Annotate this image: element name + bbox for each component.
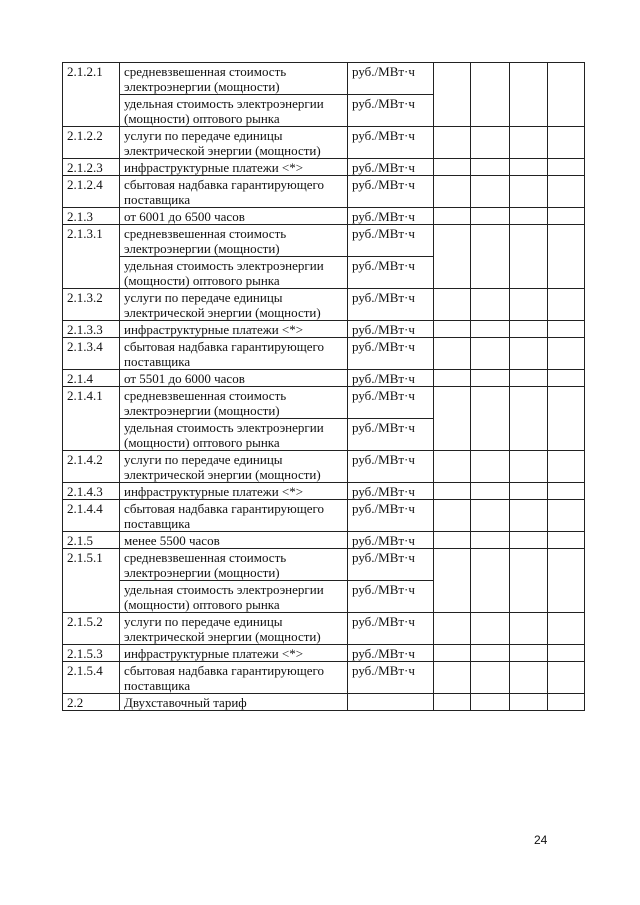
row-unit bbox=[348, 694, 434, 711]
value-cell bbox=[434, 662, 471, 694]
value-cell bbox=[548, 127, 585, 159]
row-unit: руб./МВт·ч bbox=[348, 338, 434, 370]
row-code: 2.1.3.4 bbox=[63, 338, 120, 370]
value-cell bbox=[548, 613, 585, 645]
row-name: средневзвешенная стоимость электроэнергии (мощности) bbox=[120, 549, 348, 581]
value-cell bbox=[471, 225, 510, 289]
value-cell bbox=[434, 127, 471, 159]
row-name: инфраструктурные платежи <*> bbox=[120, 645, 348, 662]
table-row bbox=[63, 159, 585, 176]
value-cell bbox=[471, 451, 510, 483]
value-cell bbox=[510, 176, 548, 208]
tariff-table-body bbox=[63, 63, 585, 711]
row-unit: руб./МВт·ч bbox=[348, 63, 434, 95]
table-row bbox=[63, 483, 585, 500]
value-cell bbox=[434, 159, 471, 176]
subrow-unit: руб./МВт·ч bbox=[348, 257, 434, 289]
row-unit: руб./МВт·ч bbox=[348, 176, 434, 208]
row-code: 2.1.4 bbox=[63, 370, 120, 387]
value-cell bbox=[471, 613, 510, 645]
row-unit: руб./МВт·ч bbox=[348, 127, 434, 159]
row-code: 2.1.4.3 bbox=[63, 483, 120, 500]
row-name: инфраструктурные платежи <*> bbox=[120, 483, 348, 500]
value-cell bbox=[510, 645, 548, 662]
value-cell bbox=[434, 451, 471, 483]
value-cell bbox=[510, 451, 548, 483]
value-cell bbox=[548, 225, 585, 289]
value-cell bbox=[510, 483, 548, 500]
row-name: инфраструктурные платежи <*> bbox=[120, 159, 348, 176]
value-cell bbox=[434, 645, 471, 662]
value-cell bbox=[434, 321, 471, 338]
table-row bbox=[63, 500, 585, 532]
value-cell bbox=[471, 63, 510, 127]
value-cell bbox=[548, 289, 585, 321]
row-name: сбытовая надбавка гарантирующего поставщика bbox=[120, 662, 348, 694]
row-name: средневзвешенная стоимость электроэнергии (мощности) bbox=[120, 63, 348, 95]
row-name: средневзвешенная стоимость электроэнергии (мощности) bbox=[120, 225, 348, 257]
value-cell bbox=[471, 387, 510, 451]
table-row bbox=[63, 321, 585, 338]
value-cell bbox=[434, 532, 471, 549]
value-cell bbox=[434, 387, 471, 451]
value-cell bbox=[471, 532, 510, 549]
value-cell bbox=[510, 159, 548, 176]
value-cell bbox=[510, 549, 548, 613]
table-row bbox=[63, 662, 585, 694]
table-row bbox=[63, 451, 585, 483]
page-number: 24 bbox=[534, 833, 548, 847]
value-cell bbox=[434, 500, 471, 532]
table-row bbox=[63, 370, 585, 387]
value-cell bbox=[434, 176, 471, 208]
value-cell bbox=[471, 338, 510, 370]
row-code: 2.1.2.4 bbox=[63, 176, 120, 208]
subrow-unit: руб./МВт·ч bbox=[348, 419, 434, 451]
row-unit: руб./МВт·ч bbox=[348, 613, 434, 645]
value-cell bbox=[471, 321, 510, 338]
value-cell bbox=[434, 370, 471, 387]
row-name: от 5501 до 6000 часов bbox=[120, 370, 348, 387]
subrow-name: удельная стоимость электроэнергии (мощности) оптового рынка bbox=[120, 581, 348, 613]
value-cell bbox=[510, 532, 548, 549]
value-cell bbox=[548, 176, 585, 208]
value-cell bbox=[471, 176, 510, 208]
value-cell bbox=[434, 694, 471, 711]
row-code: 2.1.5.3 bbox=[63, 645, 120, 662]
subrow-unit: руб./МВт·ч bbox=[348, 581, 434, 613]
value-cell bbox=[471, 370, 510, 387]
row-code: 2.1.3 bbox=[63, 208, 120, 225]
value-cell bbox=[510, 289, 548, 321]
row-unit: руб./МВт·ч bbox=[348, 321, 434, 338]
value-cell bbox=[510, 387, 548, 451]
value-cell bbox=[548, 208, 585, 225]
value-cell bbox=[471, 694, 510, 711]
table-row bbox=[63, 338, 585, 370]
row-unit: руб./МВт·ч bbox=[348, 549, 434, 581]
row-unit: руб./МВт·ч bbox=[348, 370, 434, 387]
value-cell bbox=[510, 63, 548, 127]
value-cell bbox=[548, 662, 585, 694]
value-cell bbox=[510, 613, 548, 645]
value-cell bbox=[510, 208, 548, 225]
row-name: от 6001 до 6500 часов bbox=[120, 208, 348, 225]
row-code: 2.1.4.4 bbox=[63, 500, 120, 532]
value-cell bbox=[548, 63, 585, 127]
value-cell bbox=[471, 662, 510, 694]
row-name: Двухставочный тариф bbox=[120, 694, 348, 711]
value-cell bbox=[548, 370, 585, 387]
value-cell bbox=[548, 321, 585, 338]
tariff-table bbox=[62, 62, 585, 711]
value-cell bbox=[434, 483, 471, 500]
row-name: сбытовая надбавка гарантирующего поставщика bbox=[120, 500, 348, 532]
row-code: 2.1.4.1 bbox=[63, 387, 120, 451]
value-cell bbox=[434, 549, 471, 613]
row-name: сбытовая надбавка гарантирующего поставщика bbox=[120, 176, 348, 208]
table-row bbox=[63, 127, 585, 159]
value-cell bbox=[434, 613, 471, 645]
row-code: 2.1.2.1 bbox=[63, 63, 120, 127]
value-cell bbox=[434, 338, 471, 370]
table-row bbox=[63, 225, 585, 257]
table-row bbox=[63, 176, 585, 208]
row-code: 2.1.4.2 bbox=[63, 451, 120, 483]
value-cell bbox=[548, 451, 585, 483]
value-cell bbox=[548, 645, 585, 662]
row-unit: руб./МВт·ч bbox=[348, 662, 434, 694]
row-code: 2.2 bbox=[63, 694, 120, 711]
row-unit: руб./МВт·ч bbox=[348, 500, 434, 532]
value-cell bbox=[510, 694, 548, 711]
table-row bbox=[63, 387, 585, 419]
value-cell bbox=[510, 370, 548, 387]
row-name: инфраструктурные платежи <*> bbox=[120, 321, 348, 338]
row-name: услуги по передаче единицы электрической энергии (мощности) bbox=[120, 451, 348, 483]
value-cell bbox=[548, 338, 585, 370]
subrow-name: удельная стоимость электроэнергии (мощности) оптового рынка bbox=[120, 257, 348, 289]
row-name: услуги по передаче единицы электрической энергии (мощности) bbox=[120, 127, 348, 159]
value-cell bbox=[510, 127, 548, 159]
value-cell bbox=[510, 321, 548, 338]
value-cell bbox=[471, 483, 510, 500]
value-cell bbox=[548, 694, 585, 711]
row-unit: руб./МВт·ч bbox=[348, 159, 434, 176]
row-code: 2.1.2.2 bbox=[63, 127, 120, 159]
row-unit: руб./МВт·ч bbox=[348, 645, 434, 662]
row-unit: руб./МВт·ч bbox=[348, 387, 434, 419]
row-code: 2.1.5.1 bbox=[63, 549, 120, 613]
value-cell bbox=[471, 549, 510, 613]
row-code: 2.1.3.3 bbox=[63, 321, 120, 338]
row-name: услуги по передаче единицы электрической энергии (мощности) bbox=[120, 289, 348, 321]
table-row bbox=[63, 613, 585, 645]
value-cell bbox=[434, 225, 471, 289]
table-row bbox=[63, 532, 585, 549]
value-cell bbox=[471, 208, 510, 225]
row-unit: руб./МВт·ч bbox=[348, 289, 434, 321]
value-cell bbox=[548, 483, 585, 500]
row-name: менее 5500 часов bbox=[120, 532, 348, 549]
row-name: средневзвешенная стоимость электроэнергии (мощности) bbox=[120, 387, 348, 419]
value-cell bbox=[434, 208, 471, 225]
value-cell bbox=[434, 63, 471, 127]
value-cell bbox=[510, 662, 548, 694]
value-cell bbox=[548, 500, 585, 532]
value-cell bbox=[548, 159, 585, 176]
row-code: 2.1.3.1 bbox=[63, 225, 120, 289]
value-cell bbox=[510, 500, 548, 532]
value-cell bbox=[471, 289, 510, 321]
row-code: 2.1.5.2 bbox=[63, 613, 120, 645]
table-row bbox=[63, 645, 585, 662]
value-cell bbox=[434, 289, 471, 321]
row-name: услуги по передаче единицы электрической энергии (мощности) bbox=[120, 613, 348, 645]
row-unit: руб./МВт·ч bbox=[348, 483, 434, 500]
value-cell bbox=[510, 338, 548, 370]
row-unit: руб./МВт·ч bbox=[348, 225, 434, 257]
row-code: 2.1.2.3 bbox=[63, 159, 120, 176]
subrow-name: удельная стоимость электроэнергии (мощности) оптового рынка bbox=[120, 95, 348, 127]
row-unit: руб./МВт·ч bbox=[348, 532, 434, 549]
row-name: сбытовая надбавка гарантирующего поставщика bbox=[120, 338, 348, 370]
table-row bbox=[63, 289, 585, 321]
table-row bbox=[63, 208, 585, 225]
subrow-unit: руб./МВт·ч bbox=[348, 95, 434, 127]
value-cell bbox=[471, 127, 510, 159]
table-row bbox=[63, 549, 585, 581]
value-cell bbox=[510, 225, 548, 289]
value-cell bbox=[471, 159, 510, 176]
value-cell bbox=[548, 549, 585, 613]
row-unit: руб./МВт·ч bbox=[348, 451, 434, 483]
value-cell bbox=[548, 387, 585, 451]
value-cell bbox=[548, 532, 585, 549]
row-code: 2.1.5.4 bbox=[63, 662, 120, 694]
subrow-name: удельная стоимость электроэнергии (мощности) оптового рынка bbox=[120, 419, 348, 451]
table-row bbox=[63, 63, 585, 95]
value-cell bbox=[471, 500, 510, 532]
row-code: 2.1.3.2 bbox=[63, 289, 120, 321]
row-code: 2.1.5 bbox=[63, 532, 120, 549]
value-cell bbox=[471, 645, 510, 662]
table-row bbox=[63, 694, 585, 711]
row-unit: руб./МВт·ч bbox=[348, 208, 434, 225]
